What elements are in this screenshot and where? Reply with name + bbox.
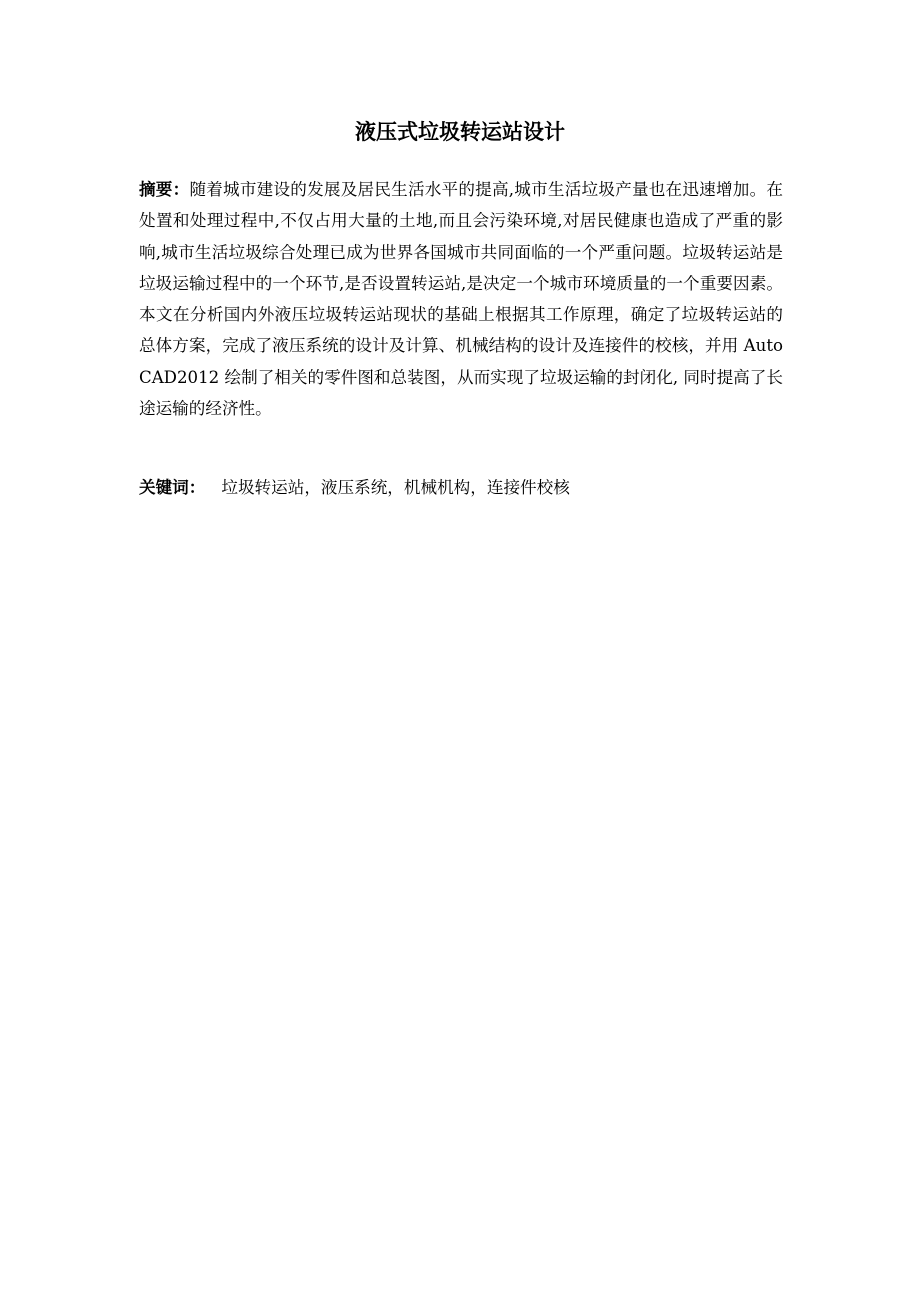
abstract-label: 摘要： [139, 180, 190, 199]
keywords-section [139, 474, 783, 502]
keywords-text: 垃圾转运站，液压系统，机械机构，连接件校核 [221, 478, 570, 497]
document-title: 液压式垃圾转运站设计 [355, 120, 565, 144]
keywords-label: 关键词： [139, 478, 206, 497]
abstract-section [139, 174, 783, 424]
abstract-text: 随着城市建设的发展及居民生活水平的提高,城市生活垃圾产量也在迅速增加。在处置和处理过程中,不仅占用大量的土地,而且会污染环境,对居民健康也造成了严重的影响,城市生活垃圾综合处理已成为世界各国城市共同面临的一个严重问题。垃圾转运站是垃圾运输过程中的一个环节,是否设置转运站,是决定一个城市环境质量的一个重要因素。本文在分析国内外液压垃圾转运站现状的基础上根据其工作原理，确定了垃圾转运站的总体方案，完成了液压系统的设计及计算、机械结构的设计及连接件的校核，并用 AutoCAD2012 绘制了相关的零件图和总装图，从而实现了垃圾运输的封闭化, 同时提高了长途运输的经济性。 [139, 180, 784, 419]
